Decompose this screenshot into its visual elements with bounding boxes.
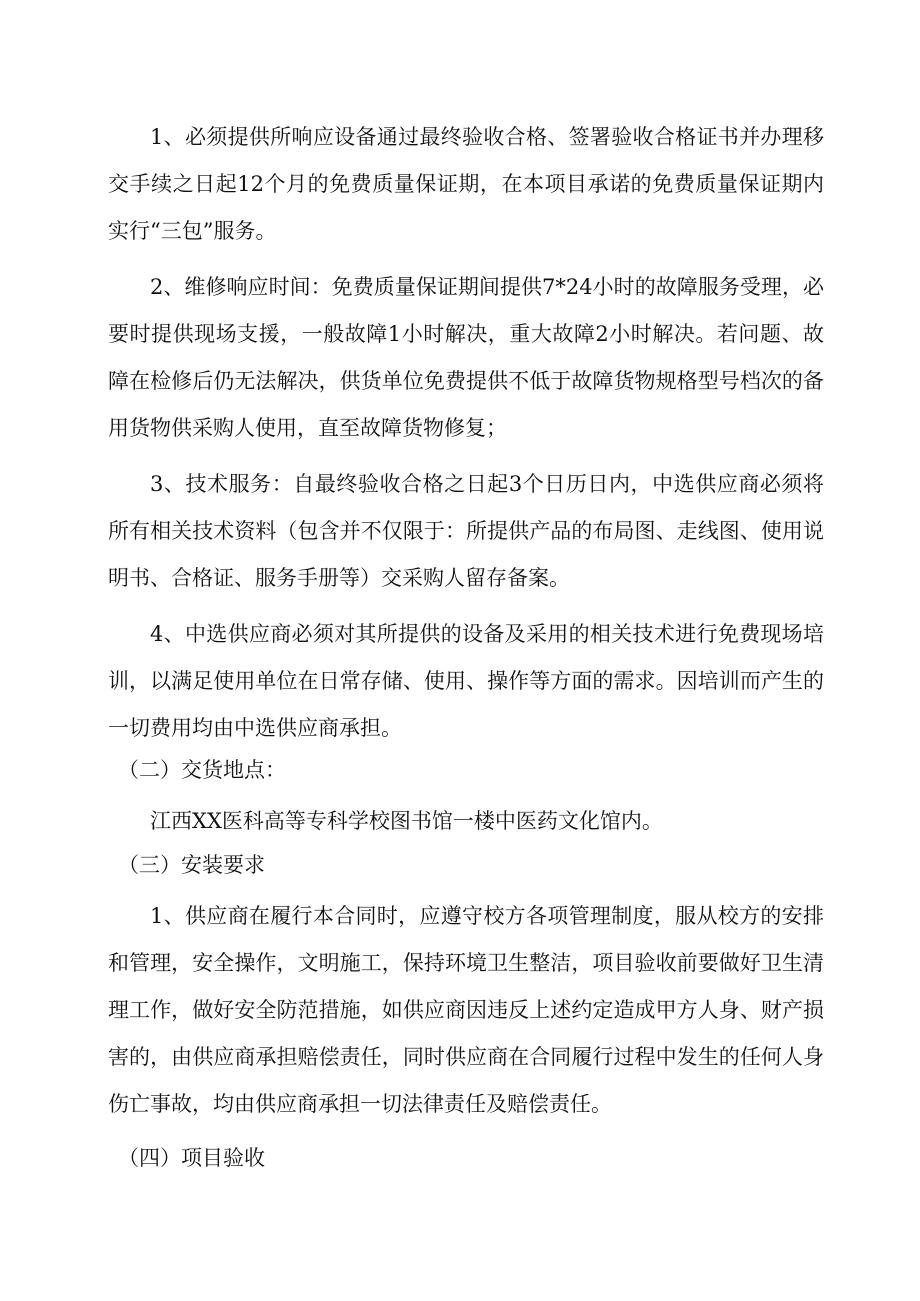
paragraph-delivery-address: 江西XX医科高等专科学校图书馆一楼中医药文化馆内。 — [150, 809, 663, 833]
paragraph-repair-response: 2、维修响应时间：免费质量保证期间提供7*24小时的故障服务受理，必要时提供现场支援，一般故障1小时解决，重大故障2小时解决。若问题、故障在检修后仍无法解决，供货单位免费提供不低于故障货物规格型号档次的备用货物供采购人使用，直至故障货物修复； — [108, 275, 824, 440]
paragraph-training: 4、中选供应商必须对其所提供的设备及采用的相关技术进行免费现场培训，以满足使用单位在日常存储、使用、操作等方面的需求。因培训而产生的一切费用均由中选供应商承担。 — [108, 622, 824, 740]
paragraph-installation-rules: 1、供应商在履行本合同时，应遵守校方各项管理制度，服从校方的安排和管理，安全操作，文明施工，保持环境卫生整洁，项目验收前要做好卫生清理工作，做好安全防范措施，如供应商因违反上述约定造成甲方人身、财产损害的，由供应商承担赔偿责任，同时供应商在合同履行过程中发生的任何人身伤亡事故，均由供应商承担一切法律责任及赔偿责任。 — [108, 904, 824, 1116]
section-heading-delivery-location: （二）交货地点： — [118, 758, 286, 782]
section-heading-installation: （三）安装要求 — [118, 853, 265, 877]
paragraph-warranty-period: 1、必须提供所响应设备通过最终验收合格、签署验收合格证书并办理移交手续之日起12个月的免费质量保证期，在本项目承诺的免费质量保证期内实行“三包”服务。 — [108, 125, 824, 243]
section-heading-acceptance: （四）项目验收 — [118, 1146, 265, 1170]
paragraph-technical-service: 3、技术服务：自最终验收合格之日起3个日历日内，中选供应商必须将所有相关技术资料（包含并不仅限于：所提供产品的布局图、走线图、使用说明书、合格证、服务手册等）交采购人留存备案。 — [108, 472, 824, 590]
